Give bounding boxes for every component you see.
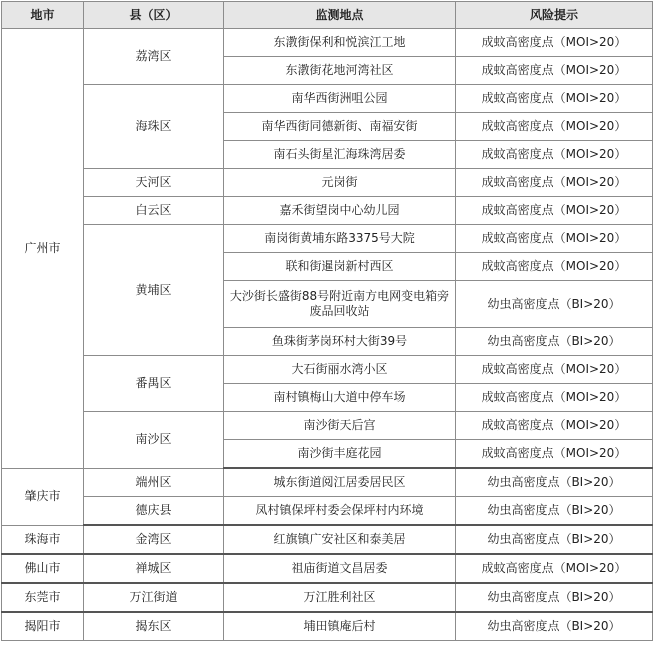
- risk-cell: 成蚊高密度点（MOI>20）: [456, 384, 653, 412]
- city-cell: 广州市: [2, 29, 84, 469]
- header-site: 监测地点: [224, 2, 456, 29]
- risk-cell: 成蚊高密度点（MOI>20）: [456, 554, 653, 583]
- site-cell: 南沙街丰庭花园: [224, 440, 456, 469]
- city-cell: 肇庆市: [2, 468, 84, 525]
- table-row: [2, 468, 653, 497]
- county-cell: 金湾区: [84, 525, 224, 554]
- county-cell: 海珠区: [84, 85, 224, 169]
- risk-cell: 成蚊高密度点（MOI>20）: [456, 412, 653, 440]
- site-cell: 大沙街长盛街88号附近南方电网变电箱旁废品回收站: [224, 281, 456, 328]
- site-cell: 南岗街黄埔东路3375号大院: [224, 225, 456, 253]
- county-cell: 白云区: [84, 197, 224, 225]
- table-row: [2, 225, 653, 253]
- monitoring-table: [1, 1, 653, 641]
- risk-cell: 幼虫高密度点（BI>20）: [456, 525, 653, 554]
- risk-cell: 幼虫高密度点（BI>20）: [456, 583, 653, 612]
- table-row: [2, 29, 653, 57]
- city-cell: 揭阳市: [2, 612, 84, 641]
- county-cell: 天河区: [84, 169, 224, 197]
- risk-cell: 成蚊高密度点（MOI>20）: [456, 29, 653, 57]
- site-cell: 埔田镇庵后村: [224, 612, 456, 641]
- site-cell: 嘉禾街望岗中心幼儿园: [224, 197, 456, 225]
- site-cell: 鱼珠街茅岗环村大街39号: [224, 328, 456, 356]
- table-row: [2, 612, 653, 641]
- risk-cell: 幼虫高密度点（BI>20）: [456, 328, 653, 356]
- city-cell: 东莞市: [2, 583, 84, 612]
- site-cell: 南华西街洲咀公园: [224, 85, 456, 113]
- county-cell: 德庆县: [84, 497, 224, 526]
- table-row: [2, 583, 653, 612]
- risk-cell: 成蚊高密度点（MOI>20）: [456, 440, 653, 469]
- risk-cell: 成蚊高密度点（MOI>20）: [456, 253, 653, 281]
- header-row: [2, 2, 653, 29]
- risk-cell: 幼虫高密度点（BI>20）: [456, 468, 653, 497]
- risk-cell: 成蚊高密度点（MOI>20）: [456, 57, 653, 85]
- table-body: [2, 29, 653, 641]
- county-cell: 番禺区: [84, 356, 224, 412]
- risk-cell: 成蚊高密度点（MOI>20）: [456, 225, 653, 253]
- county-cell: 揭东区: [84, 612, 224, 641]
- site-cell: 元岗街: [224, 169, 456, 197]
- site-cell: 凤村镇保坪村委会保坪村内环境: [224, 497, 456, 526]
- risk-cell: 成蚊高密度点（MOI>20）: [456, 356, 653, 384]
- risk-cell: 成蚊高密度点（MOI>20）: [456, 113, 653, 141]
- risk-cell: 成蚊高密度点（MOI>20）: [456, 141, 653, 169]
- risk-cell: 幼虫高密度点（BI>20）: [456, 281, 653, 328]
- site-cell: 南石头街星汇海珠湾居委: [224, 141, 456, 169]
- site-cell: 东漖街花地河湾社区: [224, 57, 456, 85]
- city-cell: 珠海市: [2, 525, 84, 554]
- table-row: [2, 554, 653, 583]
- risk-cell: 成蚊高密度点（MOI>20）: [456, 197, 653, 225]
- risk-cell: 幼虫高密度点（BI>20）: [456, 612, 653, 641]
- county-cell: 南沙区: [84, 412, 224, 469]
- table-row: [2, 497, 653, 526]
- table-row: [2, 85, 653, 113]
- site-cell: 东漖街保利和悦滨江工地: [224, 29, 456, 57]
- site-cell: 南村镇梅山大道中停车场: [224, 384, 456, 412]
- risk-cell: 成蚊高密度点（MOI>20）: [456, 85, 653, 113]
- site-cell: 大石街丽水湾小区: [224, 356, 456, 384]
- site-cell: 万江胜利社区: [224, 583, 456, 612]
- table-row: [2, 412, 653, 440]
- table-row: [2, 356, 653, 384]
- city-cell: 佛山市: [2, 554, 84, 583]
- site-cell: 红旗镇广安社区和泰美居: [224, 525, 456, 554]
- site-cell: 南华西街同德新街、南福安街: [224, 113, 456, 141]
- header-city: 地市: [2, 2, 84, 29]
- county-cell: 端州区: [84, 468, 224, 497]
- county-cell: 荔湾区: [84, 29, 224, 85]
- risk-cell: 幼虫高密度点（BI>20）: [456, 497, 653, 526]
- table-row: [2, 169, 653, 197]
- county-cell: 黄埔区: [84, 225, 224, 356]
- risk-cell: 成蚊高密度点（MOI>20）: [456, 169, 653, 197]
- site-cell: 城东街道阅江居委居民区: [224, 468, 456, 497]
- site-cell: 联和街暹岗新村西区: [224, 253, 456, 281]
- header-county: 县（区）: [84, 2, 224, 29]
- county-cell: 万江街道: [84, 583, 224, 612]
- site-cell: 南沙街天后宫: [224, 412, 456, 440]
- table-row: [2, 197, 653, 225]
- county-cell: 禅城区: [84, 554, 224, 583]
- site-cell: 祖庙街道文昌居委: [224, 554, 456, 583]
- table-row: [2, 525, 653, 554]
- header-risk: 风险提示: [456, 2, 653, 29]
